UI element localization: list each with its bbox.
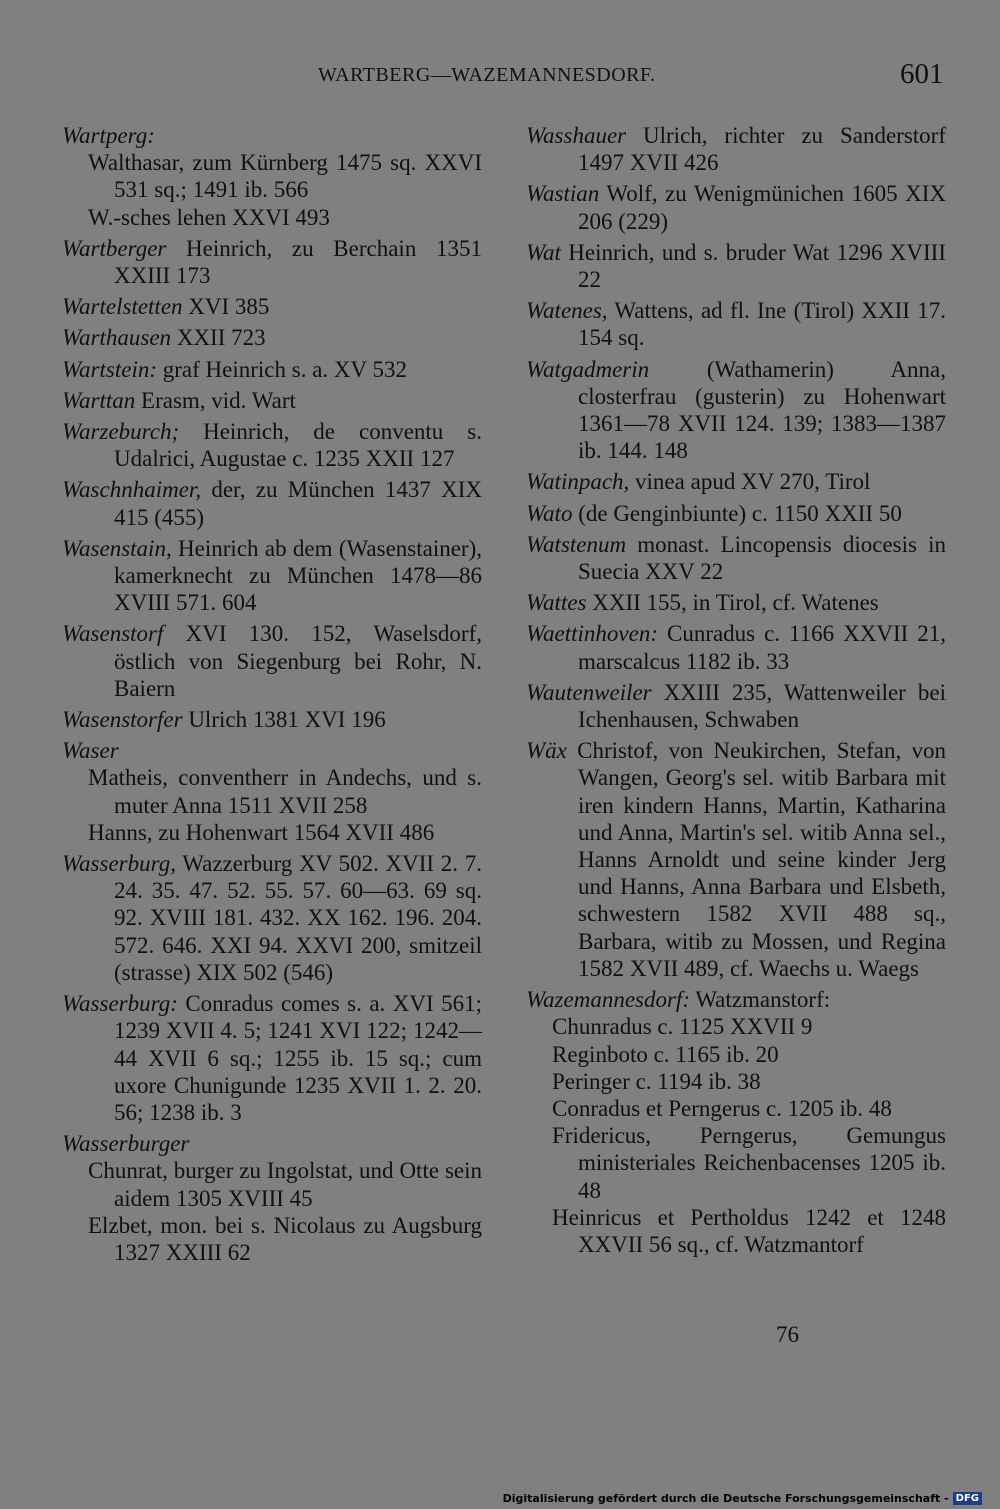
entry-text: (de Genginbiunte) c. 1150 XXII 50 (572, 500, 902, 526)
dfg-logo: DFG (953, 1492, 982, 1505)
index-entry (62, 293, 482, 320)
entry-headword: Watinpach, (526, 469, 630, 495)
entry-text: Christof, von Neukirchen, Stefan, von Wangen, Georg's sel. witib Barbara mit iren kindern Hanns, Martin, Katharina und Anna, Martin's sel. witib Anna sel., Hanns Arnoldt und seine kinder Jerg und Hanns, Anna Barbara und Elsbeth, schwestern 1582 XVII 488 sq., Barbara, witib zu Mossen, und Regina 1582 XVII 489, cf. Waechs u. Waegs (566, 738, 946, 981)
index-entry (62, 1130, 482, 1157)
entry-text: XVI 385 (182, 294, 270, 320)
index-entry (62, 706, 482, 733)
entry-headword: Watstenum (526, 531, 627, 557)
entry-headword: Wazemannesdorf: (526, 987, 690, 1013)
entry-text: monast. Lincopensis diocesis in Suecia XXV 22 (578, 531, 946, 585)
entry-text: Conradus comes s. a. XVI 561; 1239 XVII 4. 5; 1241 XVI 122; 1242—44 XVII 6 sq.; 1255 ib. 15 sq.; cum uxore Chunigunde 1235 XVII 1. 2. 20. 56; 1238 ib. 3 (114, 991, 482, 1125)
sub-entry: Walthasar, zum Kürnberg 1475 sq. XXVI 531 sq.; 1491 ib. 566 (88, 150, 482, 203)
index-entry (62, 737, 482, 764)
right-column (526, 122, 946, 1258)
index-entry (526, 239, 946, 293)
entry-headword: Watgadmerin (526, 356, 650, 382)
entry-text: graf Heinrich s. a. XV 532 (157, 356, 407, 382)
footer (503, 1492, 982, 1505)
index-entry (62, 387, 482, 414)
index-entry (526, 468, 946, 495)
entry-text: Cunradus c. 1166 XXVII 21, marscalcus 1182 ib. 33 (578, 621, 946, 674)
entry-text: Heinrich, zu Berchain 1351 XXIII 173 (114, 235, 482, 289)
signature-mark: 76 (776, 1322, 799, 1347)
entry-text: Erasm, vid. Wart (135, 387, 296, 413)
index-entry (62, 990, 482, 1126)
entry-headword: Wautenweiler (526, 679, 652, 705)
entry-headword: Wartstein: (62, 356, 157, 382)
entry-headword: Waettinhoven: (526, 621, 659, 647)
entry-text: Heinrich, de conventu s. Udalrici, Augustae c. 1235 XXII 127 (114, 419, 482, 472)
sub-entry: Chunradus c. 1125 XXVII 9 (552, 1014, 813, 1040)
entry-headword: Wartelstetten (62, 294, 183, 320)
entry-headword: Wasserburg, (62, 851, 176, 877)
sub-entry: W.-sches lehen XXVI 493 (88, 204, 330, 230)
sub-entry: Reginboto c. 1165 ib. 20 (552, 1041, 779, 1067)
index-entry (62, 356, 482, 383)
entry-text: Watzmanstorf: (689, 987, 831, 1013)
footer-text: Digitalisierung gefördert durch die Deutsche Forschungsgemeinschaft - (502, 1492, 949, 1505)
sub-entry: Chunrat, burger zu Ingolstat, und Otte sein aidem 1305 XVIII 45 (88, 1158, 482, 1211)
entry-text: Ulrich 1381 XVI 196 (182, 707, 386, 733)
index-entry (62, 850, 482, 986)
index-entry (526, 297, 946, 351)
sub-entry: Heinricus et Pertholdus 1242 et 1248 XXVII 56 sq., cf. Watzmantorf (552, 1204, 946, 1257)
index-entry (526, 356, 946, 465)
entry-headword: Warttan (62, 387, 136, 413)
entry-headword: Wasshauer (526, 123, 627, 148)
entry-headword: Wat (526, 239, 561, 265)
entry-text: Ulrich, richter zu Sanderstorf 1497 XVII 426 (578, 123, 946, 176)
entry-text: Heinrich, und s. bruder Wat 1296 XVIII 22 (560, 239, 946, 293)
entry-headword: Wattes (526, 590, 587, 616)
entry-headword: Wartberger (62, 235, 167, 261)
entry-headword: Wasserburger (62, 1131, 190, 1157)
index-entry (526, 531, 946, 585)
entry-headword: Wasserburg: (62, 991, 178, 1017)
entry-text: Wattens, ad fl. Ine (Tirol) XXII 17. 154 sq. (578, 298, 946, 351)
index-entry (526, 122, 946, 176)
entry-text: Heinrich ab dem (Wasenstainer), kamerknecht zu München 1478—86 XVIII 571. 604 (114, 535, 482, 616)
entry-text: XXIII 235, Wattenweiler bei Ichenhausen, Schwaben (578, 679, 946, 733)
index-entry (62, 620, 482, 702)
entry-text: Wolf, zu Wenigmünichen 1605 XIX 206 (229) (578, 181, 946, 234)
entry-headword: Waser (62, 738, 119, 764)
index-entry (62, 418, 482, 472)
page-number: 601 (900, 58, 944, 90)
sub-entry: Fridericus, Perngerus, Gemungus ministeriales Reichenbacenses 1205 ib. 48 (552, 1123, 946, 1203)
index-entry (526, 986, 946, 1013)
entry-headword: Warzeburch; (62, 419, 180, 445)
page-header (0, 58, 1000, 98)
index-entry (526, 589, 946, 616)
sub-entry: Peringer c. 1194 ib. 38 (552, 1068, 761, 1094)
entry-headword: Wasenstain, (62, 535, 172, 561)
index-entry (526, 679, 946, 733)
entry-text: vinea apud XV 270, Tirol (629, 469, 871, 495)
entry-text: der, zu München 1437 XIX 415 (455) (114, 477, 482, 530)
entry-text: XXII 155, in Tirol, cf. Watenes (586, 590, 879, 616)
index-entry (62, 122, 482, 149)
entry-text: XXII 723 (171, 325, 266, 351)
entry-headword: Wato (526, 500, 573, 526)
entry-headword: Wasenstorf (62, 621, 164, 647)
entry-headword: Warthausen (62, 325, 172, 351)
entry-headword: Wartperg: (62, 123, 155, 148)
sub-entry: Hanns, zu Hohenwart 1564 XVII 486 (88, 819, 435, 845)
entry-headword: Waschnhaimer, (62, 477, 202, 503)
index-entry (526, 180, 946, 234)
left-column (62, 122, 482, 1266)
entry-headword: Watenes, (526, 298, 608, 324)
index-entry (526, 500, 946, 527)
entry-headword: Wäx (526, 738, 567, 764)
index-entry (62, 324, 482, 351)
sub-entry: Elzbet, mon. bei s. Nicolaus zu Augsburg 1327 XXIII 62 (88, 1212, 482, 1265)
index-entry (526, 737, 946, 982)
sub-entry: Matheis, conventherr in Andechs, und s. muter Anna 1511 XVII 258 (88, 765, 482, 818)
index-entry (62, 235, 482, 289)
index-entry (62, 476, 482, 530)
index-entry (526, 620, 946, 674)
running-title: WARTBERG—WAZEMANNESDORF. (318, 64, 656, 86)
entry-text: XVI 130. 152, Waselsdorf, östlich von Siegenburg bei Rohr, N. Baiern (114, 621, 482, 701)
sub-entry: Conradus et Perngerus c. 1205 ib. 48 (552, 1095, 892, 1121)
index-entry (62, 535, 482, 617)
entry-headword: Wasenstorfer (62, 707, 183, 733)
entry-text: (Wathamerin) Anna, closterfrau (gusterin) zu Hohenwart 1361—78 XVII 124. 139; 1383—1387 ib. 144. 148 (578, 356, 946, 464)
entry-headword: Wastian (526, 181, 600, 207)
entry-text: Wazzerburg XV 502. XVII 2. 7. 24. 35. 47. 52. 55. 57. 60—63. 69 sq. 92. XVIII 181. 432. XX 162. 196. 204. 572. 646. XXI 94. XXVI 200, smitzeil (strasse) XIX 502 (546) (114, 851, 482, 985)
